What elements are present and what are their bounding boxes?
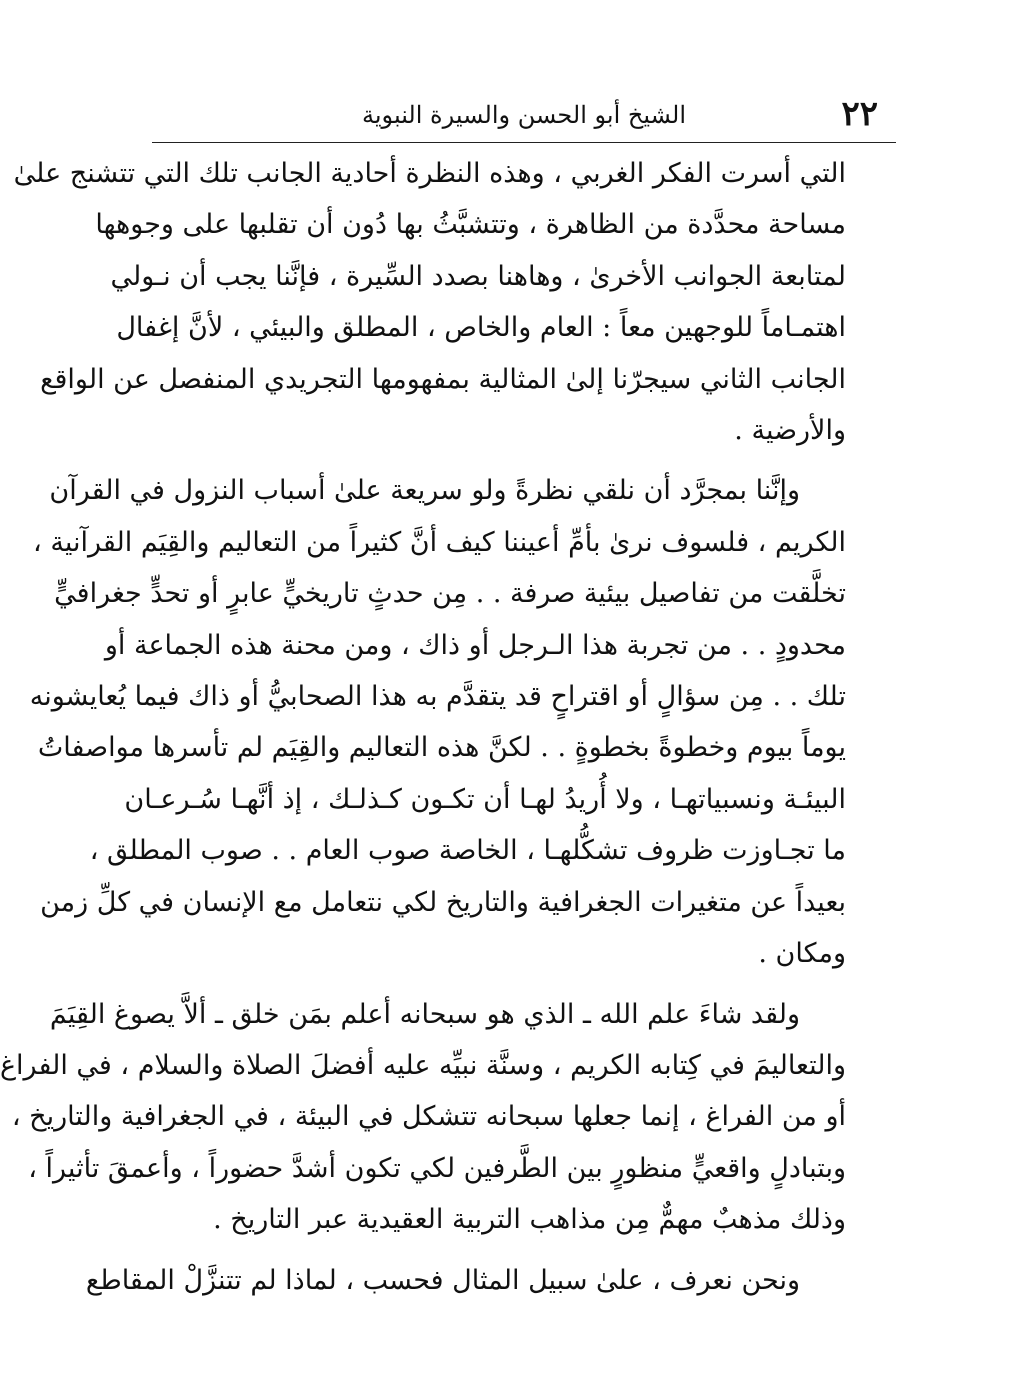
paragraph [0, 989, 896, 1246]
text-line: ومكان . [758, 938, 846, 970]
text-line: اهتمـاماً للوجهين معاً : العام والخاص ، المطلق والبيئي ، لأنَّ إغفال [116, 312, 846, 344]
text-line: بعيداً عن متغيرات الجغرافية والتاريخ لكي نتعامل مع الإنسان في كلِّ زمن [40, 886, 846, 918]
text-line: التي أسرت الفكر الغربي ، وهذه النظرة أحادية الجانب تلك التي تتشنج علىٰ [13, 158, 846, 189]
text-line: وإنَّنا بمجرَّد أن نلقي نظرةً ولو سريعة علىٰ أسباب النزول في القرآن [49, 475, 800, 507]
text-line: لمتابعة الجوانب الأخرىٰ ، وهاهنا بصدد السِّيرة ، فإنَّنا يجب أن نـولي [110, 260, 846, 292]
page-header [152, 92, 896, 143]
text-line: يوماً بيوم وخطوةً بخطوةٍ . . لكنَّ هذه التعاليم والقِيَم لم تأسرها مواصفاتُ [37, 732, 846, 764]
text-line: تخلَّقت من تفاصيل بيئية صرفة . . مِن حدثٍ تاريخيٍّ عابرٍ أو تحدٍّ جغرافيٍّ [54, 578, 846, 610]
text-line: الكريم ، فلسوف نرىٰ بأمِّ أعيننا كيف أنَّ كثيراً من التعاليم والقِيَم القرآنية ، [33, 526, 846, 558]
text-line: وذلك مذهبٌ مهمٌّ مِن مذاهب التربية العقيدية عبر التاريخ . [213, 1204, 846, 1236]
text-line: أو من الفراغ ، إنما جعلها سبحانه تتشكل في البيئة ، في الجغرافية والتاريخ ، [11, 1101, 846, 1133]
text-line: مساحة محدَّدة من الظاهرة ، وتتشبَّثُ بها دُون أن تقلبها على وجوهها [95, 209, 846, 241]
text-line: ونحن نعرف ، علىٰ سبيل المثال فحسب ، لماذا لم تتنزَّلْ المقاطع [85, 1264, 800, 1296]
text-line: البيئـة ونسبياتهـا ، ولا أُريدُ لهـا أن تكـون كـذلـك ، إذ أنَّهـا سُـرعـان [124, 783, 846, 815]
paragraph [85, 1255, 896, 1306]
body-text [0, 148, 896, 1306]
text-line: محدودٍ . . من تجربة هذا الـرجل أو ذاك ، ومن محنة هذه الجماعة أو [104, 629, 846, 661]
text-line: ما تجـاوزت ظروف تشكُّلهـا ، الخاصة صوب العام . . صوب المطلق ، [89, 835, 846, 867]
text-line: وبتبادلٍ واقعيٍّ منظورٍ بين الطَّرفين لكي تكون أشدَّ حضوراً ، وأعمقَ تأثيراً ، [28, 1152, 846, 1184]
paragraph [29, 465, 896, 979]
text-line: والتعاليمَ في كِتابه الكريم ، وسنَّة نبيِّه عليه أفضلَ الصلاة والسلام ، في الفراغ [0, 1049, 846, 1081]
running-title: الشيخ أبو الحسن والسيرة النبوية [362, 101, 686, 129]
text-line: الجانب الثاني سيجرّنا إلىٰ المثالية بمفهومها التجريدي المنفصل عن الواقع [40, 363, 846, 395]
text-line: ولقد شاءَ علم الله ـ الذي هو سبحانه أعلم بمَن خلق ـ ألاَّ يصوغ القِيَمَ [49, 998, 800, 1030]
page-number: ٢٢ [841, 94, 878, 134]
paragraph [13, 148, 896, 456]
text-line: تلك . . مِن سؤالٍ أو اقتراحٍ قد يتقدَّم به هذا الصحابيُّ أو ذاك فيما يُعايشونه [29, 681, 846, 713]
text-line: والأرضية . [734, 415, 846, 447]
